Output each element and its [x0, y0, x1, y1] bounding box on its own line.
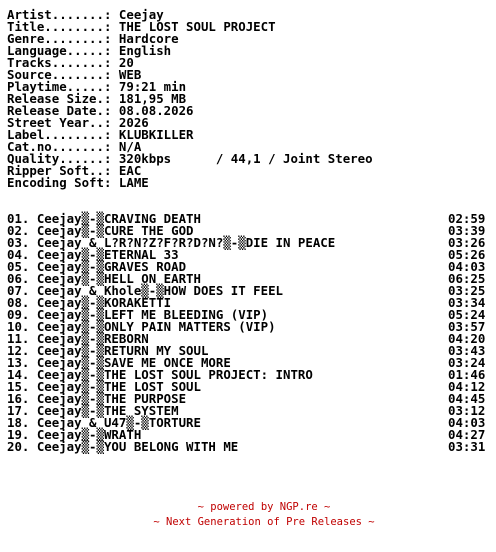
track-duration: 01:46	[448, 367, 486, 382]
track-duration: 04:45	[448, 391, 486, 406]
track-row	[7, 439, 486, 454]
track-duration: 03:57	[448, 319, 486, 334]
track-duration: 05:26	[448, 247, 486, 262]
track-title: 05. Ceejay▒-▒GRAVES ROAD	[7, 259, 187, 274]
track-title: 12. Ceejay▒-▒RETURN MY SOUL	[7, 343, 209, 358]
info-tracks: Tracks.......: 20	[7, 55, 134, 70]
track-title: 16. Ceejay▒-▒THE PURPOSE	[7, 391, 187, 406]
track-title: 09. Ceejay▒-▒LEFT ME BLEEDING (VIP)	[7, 307, 269, 322]
track-duration: 04:03	[448, 415, 486, 430]
info-genre: Genre........: Hardcore	[7, 31, 179, 46]
info-label: Label........: KLUBKILLER	[7, 127, 194, 142]
track-duration: 04:27	[448, 427, 486, 442]
nfo-text	[7, 7, 486, 454]
track-duration: 03:12	[448, 403, 486, 418]
track-duration: 02:59	[448, 211, 486, 226]
info-source: Source.......: WEB	[7, 67, 142, 82]
track-title: 07. Ceejay & Khole▒-▒HOW DOES IT FEEL	[7, 283, 284, 298]
track-duration: 03:24	[448, 355, 486, 370]
info-quality: Quality......: 320kbps / 44,1 / Joint Stereo	[7, 151, 373, 166]
track-duration: 04:20	[448, 331, 486, 346]
info-language: Language.....: English	[7, 43, 172, 58]
info-release-date: Release Date.: 08.08.2026	[7, 103, 194, 118]
info-release-size: Release Size.: 181,95 MB	[7, 91, 187, 106]
footer-tagline: ~ Next Generation of Pre Releases ~	[153, 516, 375, 528]
info-artist: Artist.......: Ceejay	[7, 7, 164, 22]
track-title: 10. Ceejay▒-▒ONLY PAIN MATTERS (VIP)	[7, 319, 276, 334]
track-title: 13. Ceejay▒-▒SAVE ME ONCE MORE	[7, 355, 231, 370]
info-playtime: Playtime.....: 79:21 min	[7, 79, 187, 94]
track-title: 18. Ceejay & U47▒-▒TORTURE	[7, 415, 201, 430]
info-encoding-soft: Encoding Soft: LAME	[7, 175, 149, 190]
track-duration: 03:43	[448, 343, 486, 358]
footer	[0, 500, 496, 530]
track-duration: 04:12	[448, 379, 486, 394]
track-title: 19. Ceejay▒-▒WRATH	[7, 427, 142, 442]
info-cat-no: Cat.no.......: N/A	[7, 139, 142, 154]
track-duration: 03:25	[448, 283, 486, 298]
track-duration: 03:34	[448, 295, 486, 310]
track-title: 11. Ceejay▒-▒REBORN	[7, 331, 149, 346]
track-title: 20. Ceejay▒-▒YOU BELONG WITH ME	[7, 439, 239, 454]
track-title: 15. Ceejay▒-▒THE LOST SOUL	[7, 379, 201, 394]
track-title: 17. Ceejay▒-▒THE SYSTEM	[7, 403, 179, 418]
info-ripper-soft: Ripper Soft..: EAC	[7, 163, 142, 178]
track-duration: 03:31	[448, 439, 486, 454]
track-title: 14. Ceejay▒-▒THE LOST SOUL PROJECT: INTRO	[7, 367, 313, 382]
track-duration: 03:39	[448, 223, 486, 238]
spacer	[7, 189, 373, 201]
track-title: 08. Ceejay▒-▒KORAKETTI	[7, 295, 172, 310]
track-title: 04. Ceejay▒-▒ETERNAL 33	[7, 247, 179, 262]
track-duration: 03:26	[448, 235, 486, 250]
footer-powered-by: ~ powered by NGP.re ~	[197, 501, 331, 513]
tracklist	[7, 211, 486, 454]
track-title: 02. Ceejay▒-▒CURE THE GOD	[7, 223, 194, 238]
track-duration: 05:24	[448, 307, 486, 322]
info-title: Title........: THE LOST SOUL PROJECT	[7, 19, 276, 34]
info-street-year: Street Year..: 2026	[7, 115, 149, 130]
track-title: 01. Ceejay▒-▒CRAVING DEATH	[7, 211, 201, 226]
track-duration: 06:25	[448, 271, 486, 286]
track-title: 06. Ceejay▒-▒HELL ON EARTH	[7, 271, 201, 286]
track-duration: 04:03	[448, 259, 486, 274]
track-title: 03. Ceejay & L?R?N?Z?F?R?D?N?▒-▒DIE IN PEACE	[7, 235, 336, 250]
